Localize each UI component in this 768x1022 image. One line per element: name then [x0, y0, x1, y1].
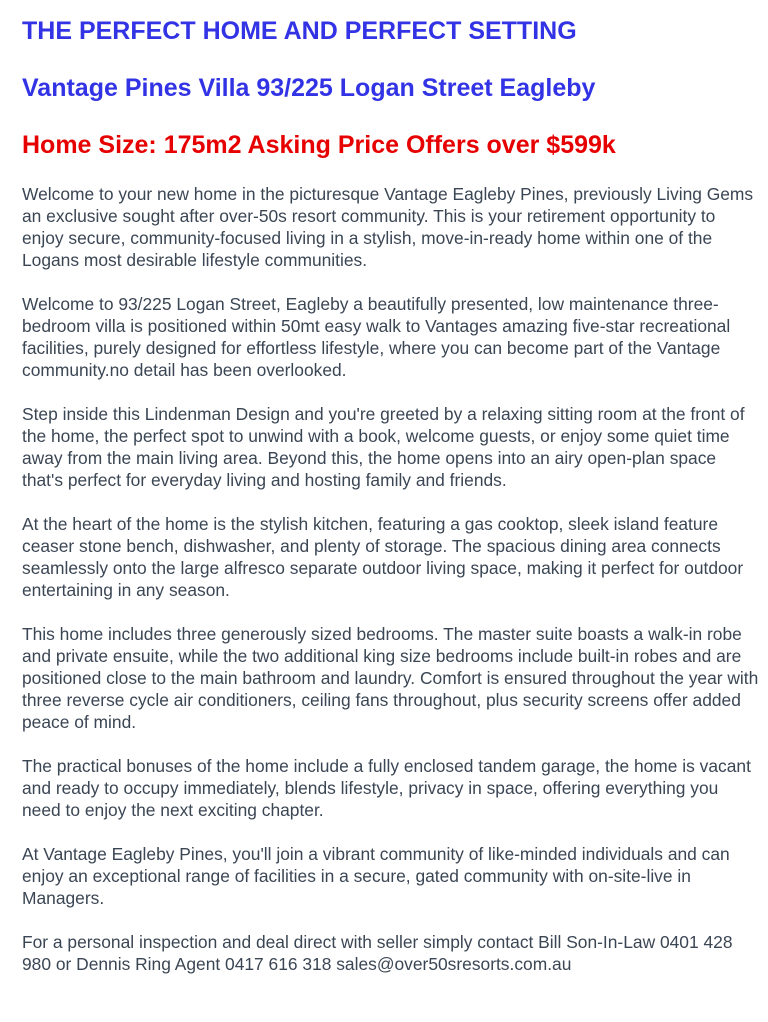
kitchen-paragraph: At the heart of the home is the stylish kitchen, featuring a gas cooktop, sleek island feature ceaser stone bench, dishwasher, and plenty of storage. The spacious dining area connects seamlessly onto the large alfresco separate outdoor living space, making it perfect for outdoor entertaining in any season.: [22, 514, 744, 600]
bonuses-paragraph: The practical bonuses of the home include a fully enclosed tandem garage, the home is vacant and ready to occupy immediately, blends lifestyle, privacy in space, offering everything you need to enjoy the next exciting chapter.: [22, 756, 751, 820]
community-paragraph: At Vantage Eagleby Pines, you'll join a vibrant community of like-minded individuals and can enjoy an exceptional range of facilities in a secure, gated community with on-site-live in Managers.: [22, 844, 730, 908]
address-paragraph: Welcome to 93/225 Logan Street, Eagleby a beautifully presented, low maintenance three-bedroom villa is positioned within 50mt easy walk to Vantages amazing five-star recreational facilities, purely designed for effortless lifestyle, where you can become part of the Vantage community.no detail has been overlooked.: [22, 294, 731, 380]
bedrooms-paragraph: This home includes three generously sized bedrooms. The master suite boasts a walk-in robe and private ensuite, while the two additional king size bedrooms include built-in robes and are positioned close to the main bathroom and laundry. Comfort is ensured throughout the year with three reverse cycle air conditioners, ceiling fans throughout, plus security screens offer added peace of mind.: [22, 624, 759, 732]
headline: THE PERFECT HOME AND PERFECT SETTING: [22, 17, 577, 45]
document-page: [22, 10, 760, 975]
property-title: Vantage Pines Villa 93/225 Logan Street Eagleby: [22, 74, 596, 102]
layout-paragraph: Step inside this Lindenman Design and you're greeted by a relaxing sitting room at the front of the home, the perfect spot to unwind with a book, welcome guests, or enjoy some quiet time away from the main living area. Beyond this, the home opens into an airy open-plan space that's perfect for everyday living and hosting family and friends.: [22, 404, 745, 490]
contact-paragraph: For a personal inspection and deal direct with seller simply contact Bill Son-In-Law 0401 428 980 or Dennis Ring Agent 0417 616 318 sales@over50sresorts.com.au: [22, 932, 733, 974]
intro-paragraph: Welcome to your new home in the picturesque Vantage Eagleby Pines, previously Living Gems an exclusive sought after over-50s resort community. This is your retirement opportunity to enjoy secure, community-focused living in a stylish, move-in-ready home within one of the Logans most desirable lifestyle communities.: [22, 184, 754, 270]
description-body: [22, 183, 760, 975]
size-price-line: Home Size: 175m2 Asking Price Offers over $599k: [22, 131, 616, 159]
